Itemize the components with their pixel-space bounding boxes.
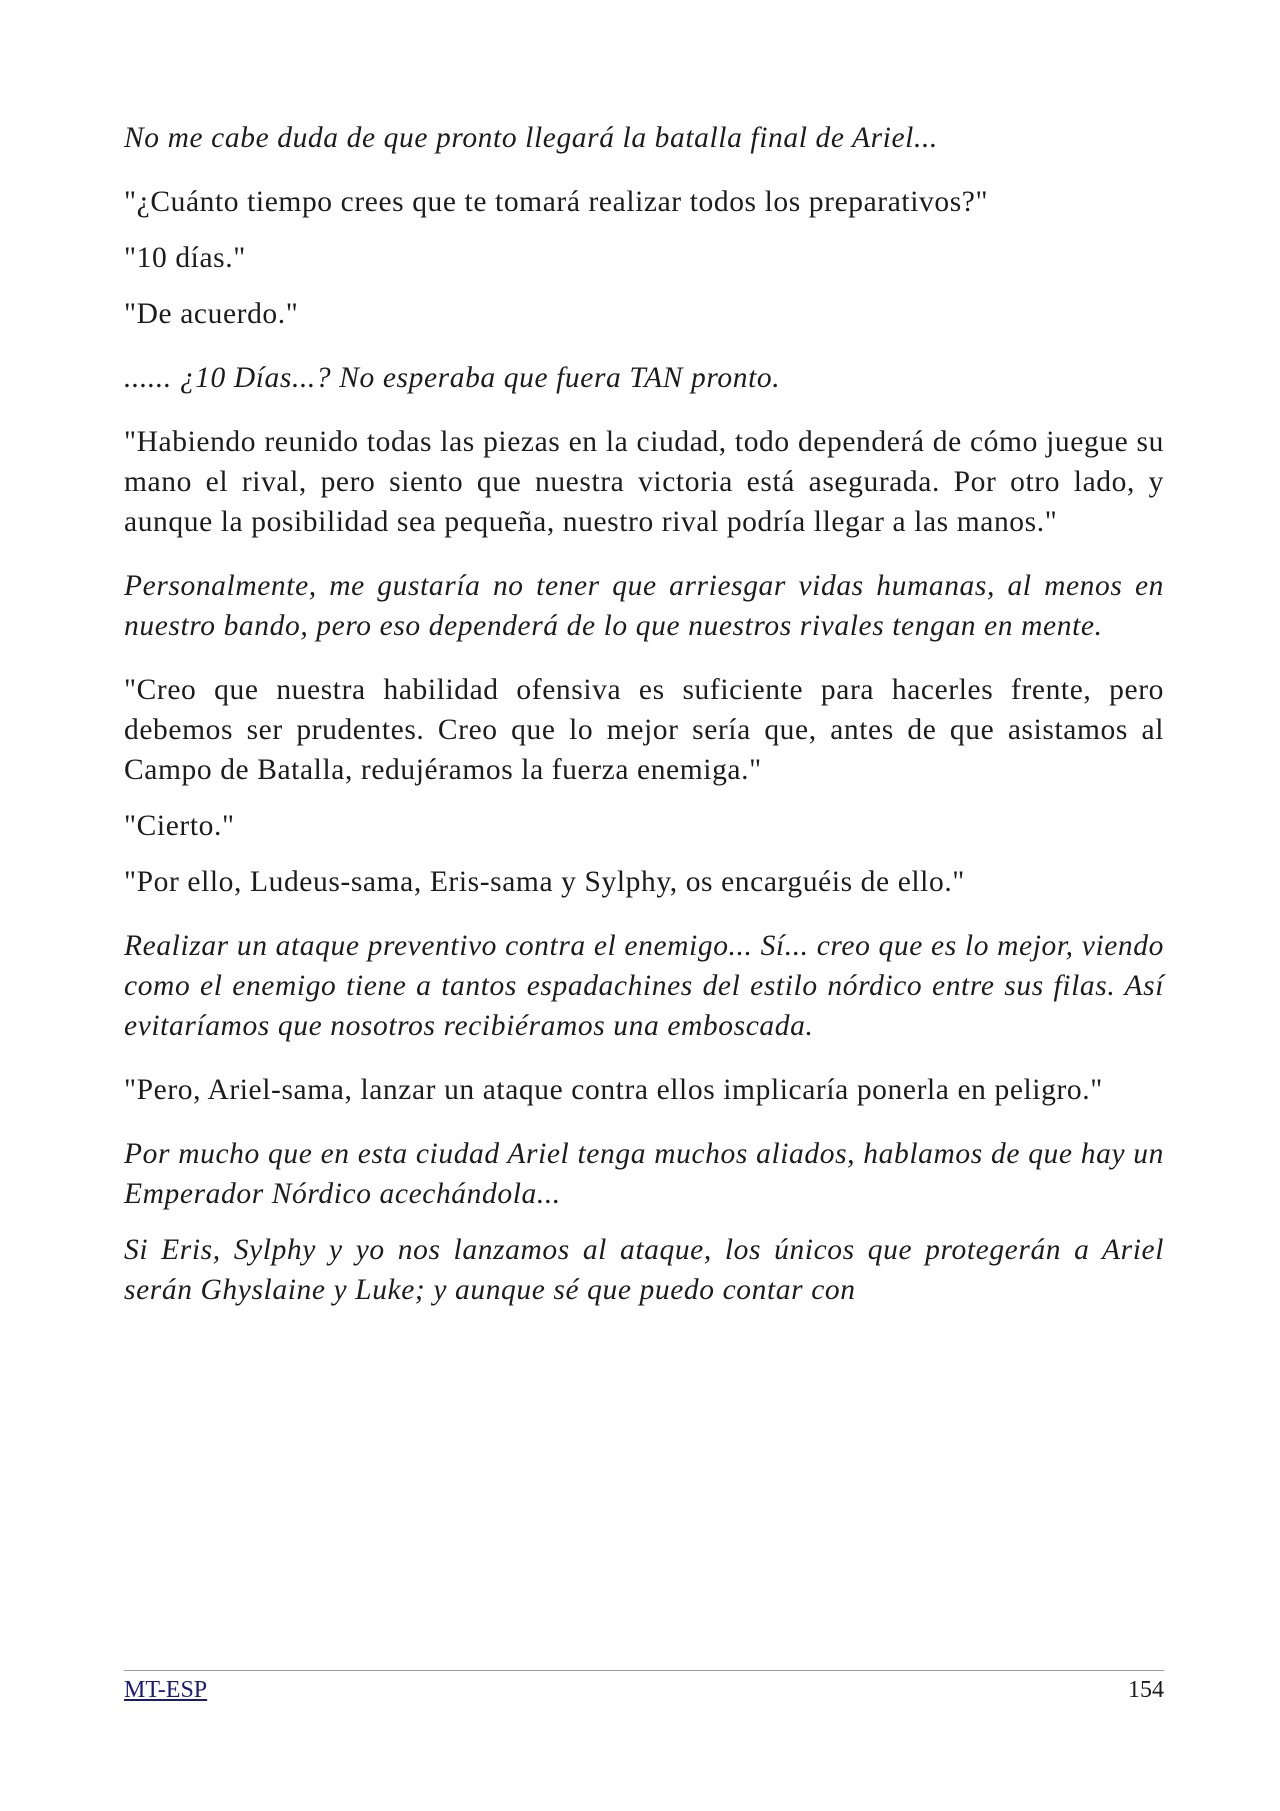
page-body <box>124 118 1164 1310</box>
paragraph: ...... ¿10 Días...? No esperaba que fuera TAN pronto. <box>124 362 781 394</box>
paragraph: Por mucho que en esta ciudad Ariel tenga muchos aliados, hablamos de que hay un Emperador Nórdico acechándola... <box>124 1138 1164 1210</box>
paragraph: "¿Cuánto tiempo crees que te tomará realizar todos los preparativos?" <box>124 186 989 218</box>
paragraph: "Pero, Ariel-sama, lanzar un ataque contra ellos implicaría ponerla en peligro." <box>124 1074 1103 1106</box>
paragraph: "10 días." <box>124 242 246 274</box>
footer-divider <box>124 1670 1164 1671</box>
page-number: 154 <box>1128 1677 1164 1703</box>
paragraph: "Cierto." <box>124 810 235 842</box>
paragraph: Personalmente, me gustaría no tener que arriesgar vidas humanas, al menos en nuestro bando, pero eso dependerá de lo que nuestros rivales tengan en mente. <box>124 570 1164 642</box>
paragraph: "Creo que nuestra habilidad ofensiva es suficiente para hacerles frente, pero debemos ser prudentes. Creo que lo mejor sería que, antes de que asistamos al Campo de Batalla, redujéramos la fuerza enemiga." <box>124 674 1164 786</box>
paragraph: Si Eris, Sylphy y yo nos lanzamos al ataque, los únicos que protegerán a Ariel serán Ghyslaine y Luke; y aunque sé que puedo contar con <box>124 1234 1164 1306</box>
paragraph: "De acuerdo." <box>124 298 299 330</box>
paragraph: "Habiendo reunido todas las piezas en la ciudad, todo dependerá de cómo juegue su mano el rival, pero siento que nuestra victoria está asegurada. Por otro lado, y aunque la posibilidad sea pequeña, nuestro rival podría llegar a las manos." <box>124 426 1164 538</box>
paragraph: Realizar un ataque preventivo contra el enemigo... Sí... creo que es lo mejor, viendo como el enemigo tiene a tantos espadachines del estilo nórdico entre sus filas. Así evitaríamos que nosotros recibiéramos una emboscada. <box>124 930 1164 1042</box>
footer-link[interactable]: MT-ESP <box>124 1677 208 1703</box>
paragraph: No me cabe duda de que pronto llegará la batalla final de Ariel... <box>124 122 938 154</box>
paragraph: "Por ello, Ludeus-sama, Eris-sama y Sylphy, os encarguéis de ello." <box>124 866 965 898</box>
